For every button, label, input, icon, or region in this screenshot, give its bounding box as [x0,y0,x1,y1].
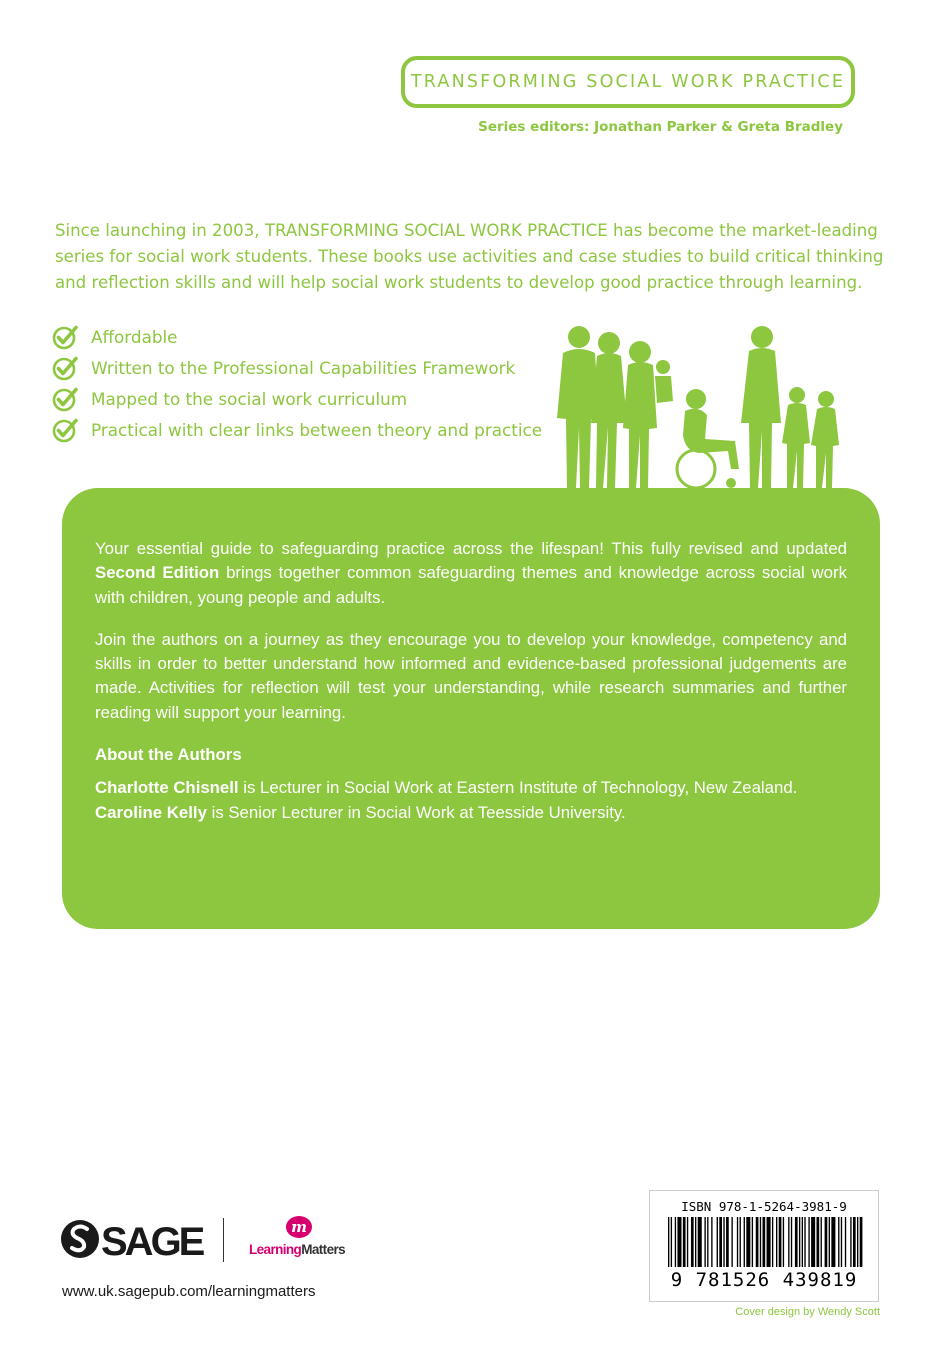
barcode-bar [817,1217,820,1267]
isbn-digits: 9 781526 439819 [670,1269,858,1291]
barcode-bar [841,1217,842,1267]
barcode-bar [668,1217,669,1267]
feature-list [52,321,542,445]
feature-label: Practical with clear links between theory and practice [91,419,543,440]
barcode-bar [811,1217,815,1267]
barcode-bar [772,1217,773,1267]
barcode-bars [666,1217,864,1267]
barcode-bar [838,1217,839,1267]
barcode-bar [760,1217,761,1267]
feature-item [52,414,542,445]
check-circle-icon [52,324,78,350]
barcode-bar [791,1217,792,1267]
feature-item [52,352,542,383]
series-intro [55,218,885,296]
barcode-bar [804,1217,805,1267]
barcode-bar [845,1217,846,1267]
svg-text:m: m [291,1218,307,1236]
check-circle-icon [52,355,78,381]
barcode-bar [675,1217,676,1267]
barcode-bar [808,1217,809,1267]
barcode-bar [850,1217,851,1267]
series-editors: Series editors: Jonathan Parker & Greta Bradley [478,119,843,135]
series-title-box [401,56,855,108]
description-paragraph: Your essential guide to safeguarding practice across the lifespan! This fully revised and updated Second Edition brings together common safeguarding themes and knowledge across social work with children, young people and adults. [95,539,847,607]
author-name: Caroline Kelly [95,802,207,822]
learning-matters-mark [285,1214,313,1240]
barcode-bar [825,1217,828,1267]
barcode-bar [737,1217,738,1267]
barcode-bar [683,1217,686,1267]
barcode-bar [711,1217,712,1267]
barcode-bar [731,1217,732,1267]
barcode-bar [799,1217,800,1267]
barcode-bar [831,1217,835,1267]
barcode-bar [779,1217,782,1267]
barcode-bar [802,1217,803,1267]
barcode-bar [695,1217,696,1267]
feature-label: Mapped to the social work curriculum [91,388,408,409]
edition-highlight: Second Edition [95,563,220,583]
barcode-bar [707,1217,708,1267]
feature-label: Written to the Professional Capabilities Framework [91,357,516,378]
barcode-bar [687,1217,688,1267]
author-role: is Lecturer in Social Work at Eastern Institute of Technology, New Zealand. [238,778,798,798]
people-silhouettes-illustration [553,323,843,491]
barcode-bar [783,1217,784,1267]
barcode-bar [719,1217,722,1267]
author-bios [95,776,847,825]
author-role: is Senior Lecturer in Social Work at Teesside University. [206,802,626,822]
barcode-bar [795,1217,798,1267]
feature-label: Affordable [91,326,178,347]
learning-matters-logo [249,1214,359,1264]
barcode-bar [744,1217,745,1267]
barcode-bar [740,1217,741,1267]
feature-item [52,383,542,414]
description-text [95,537,847,825]
isbn-barcode [649,1190,879,1302]
barcode-bar [829,1217,830,1267]
cover-design-credit: Cover design by Wendy Scott [735,1306,880,1318]
barcode-bar [752,1217,753,1267]
barcode-bar [821,1217,822,1267]
barcode-bar [776,1217,777,1267]
description-paragraph: Join the authors on a journey as they encourage you to develop your knowledge, competency and skills in order to better understand how informed and evidence-based professional judgements are made. Activities for reflection will test your understanding, while research summaries and further reading will support your learning. [95,629,847,722]
about-authors-heading: About the Authors [95,745,242,765]
barcode-bar [726,1217,729,1267]
barcode-bar [691,1217,694,1267]
barcode-bar [756,1217,759,1267]
check-circle-icon [52,386,78,412]
author-name: Charlotte Chisnell [95,778,239,798]
learning-matters-wordmark: LearningMatters [249,1242,346,1257]
barcode-bar [853,1217,856,1267]
barcode-bar [723,1217,724,1267]
barcode-bar [767,1217,771,1267]
sage-wordmark: SAGE [101,1220,203,1264]
barcode-bar [788,1217,789,1267]
logo-divider [223,1218,224,1262]
isbn-label: ISBN 978-1-5264-3981-9 [681,1199,847,1214]
barcode-bar [860,1217,863,1267]
barcode-bar [671,1217,672,1267]
barcode-bar [698,1217,702,1267]
series-title: TRANSFORMING SOCIAL WORK PRACTICE [410,72,846,92]
barcode-bar [677,1217,681,1267]
sage-logo [60,1214,210,1266]
barcode-bar [746,1217,750,1267]
check-circle-icon [52,417,78,443]
series-intro-text: Since launching in 2003, TRANSFORMING SOCIAL WORK PRACTICE has become the market-leading series for social work students. These books use activities and case studies to build critical thinking and reflection skills and will help social work students to develop good practice through learning. [55,221,884,292]
barcode-bar [763,1217,766,1267]
publisher-website: www.uk.sagepub.com/learningmatters [62,1283,316,1300]
barcode-bar [857,1217,858,1267]
barcode-bar [704,1217,705,1267]
feature-item [52,321,542,352]
barcode-bar [717,1217,718,1267]
